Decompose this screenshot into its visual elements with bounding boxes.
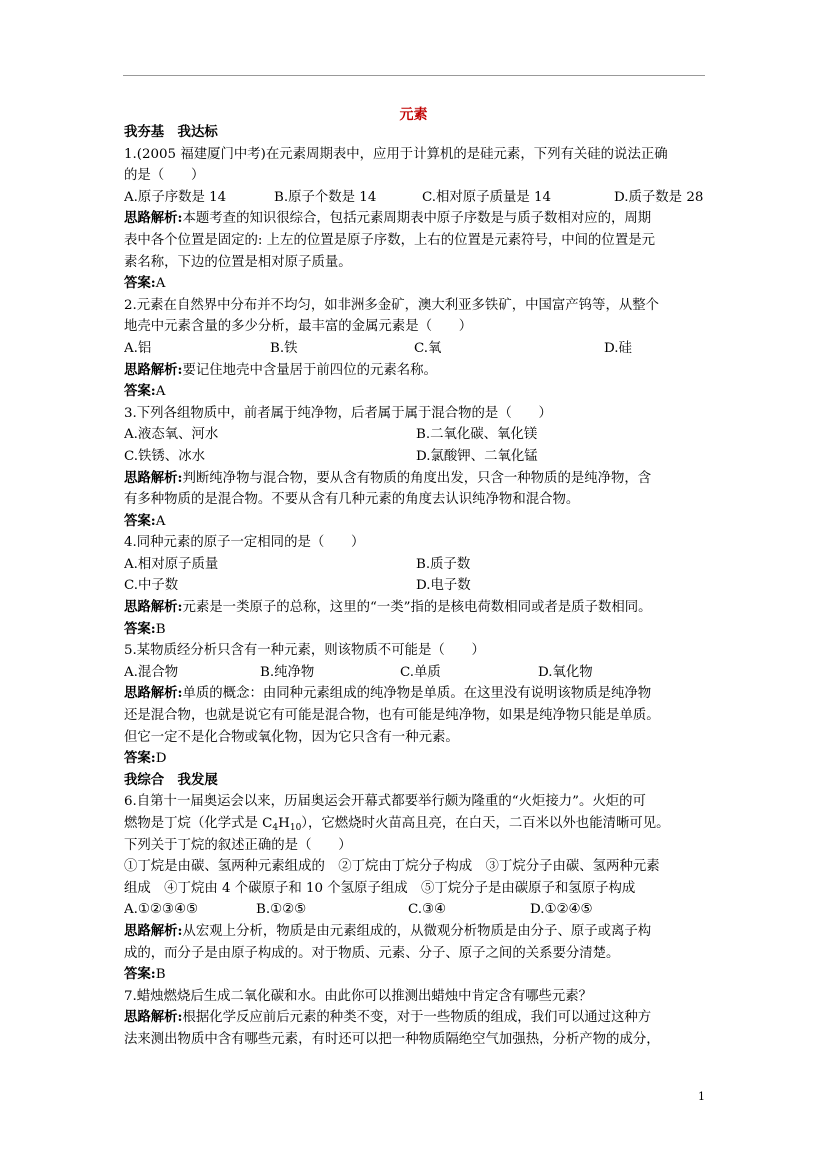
analysis-label: 思路解析: (124, 210, 183, 227)
analysis-4: 思路解析:元素是一类原子的总称，这里的“一类”指的是核电荷数相同或者是质子数相同。 (124, 599, 652, 616)
section-heading-basic: 我夯基 我达标 (124, 124, 218, 140)
option-c: C.中子数 (124, 578, 179, 594)
answer-1: 答案:A (124, 275, 166, 292)
document-body (124, 122, 706, 1051)
answer-5: 答案:D (124, 750, 167, 767)
option-b: B.①②⑤ (256, 902, 307, 918)
answer-3: 答案:A (124, 512, 166, 529)
option-c: C.单质 (400, 664, 441, 680)
analysis-6-cont: 成的，而分子是由原子构成的。对于物质、元素、分子、原子之间的关系要分清楚。 (124, 945, 620, 961)
question-2-text: 2.元素在自然界中分布并不均匀，如非洲多金矿，澳大利亚多铁矿，中国富产钨等，从整个 (124, 297, 660, 313)
option-d: D.电子数 (416, 578, 471, 594)
question-1-text-cont: 的是（ ） (124, 168, 205, 184)
analysis-3: 思路解析:判断纯净物与混合物，要从含有物质的角度出发，只含一种物质的是纯净物，含 (124, 469, 652, 486)
option-c: C.相对原子质量是 14 (422, 189, 552, 205)
option-c: C.③④ (408, 902, 447, 918)
option-b: B.纯净物 (260, 664, 315, 680)
option-b: B.原子个数是 14 (274, 189, 377, 205)
analysis-2: 思路解析:要记住地壳中含量居于前四位的元素名称。 (124, 361, 437, 378)
option-d: D.氧化物 (538, 664, 593, 680)
question-5-options (124, 662, 706, 684)
section-heading-advanced: 我综合 我发展 (124, 771, 218, 788)
option-d: D.硅 (604, 340, 632, 356)
question-4-options-row2 (124, 575, 706, 597)
option-a: A.①②③④⑤ (124, 902, 198, 918)
option-a: A.铝 (124, 340, 152, 356)
analysis-5-cont2: 但它一定不是化合物或氧化物，因为它只含有一种元素。 (124, 729, 459, 745)
question-4-text: 4.同种元素的原子一定相同的是（ ） (124, 535, 365, 551)
question-3-text: 3.下列各组物质中，前者属于纯净物，后者属于属于混合物的是（ ） (124, 405, 552, 421)
header-rule (123, 75, 705, 76)
question-4-options-row1 (124, 554, 706, 576)
question-3-options-row2 (124, 446, 706, 468)
analysis-5: 思路解析:单质的概念：由同种元素组成的纯净物是单质。在这里没有说明该物质是纯净物 (124, 685, 652, 702)
page-title: 元素 (399, 107, 428, 123)
question-7-text: 7.蜡烛燃烧后生成二氧化碳和水。由此你可以推测出蜡烛中肯定含有哪些元素？ (124, 988, 593, 1004)
answer-2: 答案:A (124, 383, 166, 400)
analysis-3-cont: 有多种物质的是混合物。不要从含有几种元素的角度去认识纯净物和混合物。 (124, 492, 580, 508)
analysis-1-cont2: 素名称，下边的位置是相对原子质量。 (124, 254, 352, 270)
option-a: A.相对原子质量 (124, 556, 219, 572)
question-6-options (124, 899, 706, 921)
option-a: A.原子序数是 14 (124, 189, 227, 205)
option-b: B.质子数 (416, 556, 471, 572)
option-d: D.①②④⑤ (530, 902, 593, 918)
question-6-text: 6.自第十一届奥运会以来，历届奥运会开幕式都要举行颇为隆重的“火炬接力”。火炬的可 (124, 794, 646, 810)
option-b: B.铁 (270, 340, 298, 356)
answer-label: 答案: (124, 275, 156, 292)
analysis-5-cont: 还是混合物，也就是说它有可能是混合物，也有可能是纯净物，如果是纯净物只能是单质。 (124, 708, 660, 724)
option-a: A.液态氧、河水 (124, 427, 219, 443)
question-1-text: 1.(2005 福建厦门中考)在元素周期表中，应用于计算机的是硅元素，下列有关硅的说法正确 (124, 146, 668, 162)
option-d: D.氯酸钾、二氧化锰 (416, 448, 538, 464)
question-6-text-cont: 燃物是丁烷（化学式是 $C_4H_{10}$），它燃烧时火苗高且亮，在白天，二百米以外也能清晰可见。 (124, 816, 670, 833)
option-d: D.质子数是 28 (614, 189, 704, 205)
option-a: A.混合物 (124, 664, 179, 680)
answer-6: 答案:B (124, 966, 166, 983)
analysis-7: 思路解析:根据化学反应前后元素的种类不变，对于一些物质的组成，我们可以通过这种方 (124, 1009, 652, 1026)
option-c: C.氧 (414, 340, 442, 356)
question-6-statements-cont: 组成 ④丁烷由 4 个碳原子和 10 个氢原子组成 ⑤丁烷分子是由碳原子和氢原子构成 (124, 880, 636, 896)
question-5-text: 5.某物质经分析只含有一种元素，则该物质不可能是（ ） (124, 643, 485, 659)
question-3-options-row1 (124, 424, 706, 446)
analysis-1-cont: 表中各个位置是固定的: 上左的位置是原子序数，上右的位置是元素符号，中间的位置是元 (124, 232, 655, 248)
option-c: C.铁锈、冰水 (124, 448, 205, 464)
option-b: B.二氧化碳、氧化镁 (416, 427, 538, 443)
question-6-prompt: 下列关于丁烷的叙述正确的是（ ） (124, 837, 352, 853)
question-2-text-cont: 地壳中元素含量的多少分析，最丰富的金属元素是（ ） (124, 319, 473, 335)
answer-4: 答案:B (124, 620, 166, 637)
question-1-options (124, 187, 706, 209)
analysis-1: 思路解析:本题考查的知识很综合，包括元素周期表中原子序数是与质子数相对应的，周期 (124, 210, 652, 227)
page-number: 1 (698, 1090, 705, 1103)
question-6-statements: ①丁烷是由碳、氢两种元素组成的 ②丁烷由丁烷分子构成 ③丁烷分子由碳、氢两种元素 (124, 859, 660, 875)
question-2-options (124, 338, 706, 360)
analysis-7-cont: 法来测出物质中含有哪些元素，有时还可以把一种物质隔绝空气加强热，分析产物的成分， (124, 1031, 660, 1047)
analysis-6: 思路解析:从宏观上分析，物质是由元素组成的，从微观分析物质是由分子、原子或离子构 (124, 922, 652, 939)
